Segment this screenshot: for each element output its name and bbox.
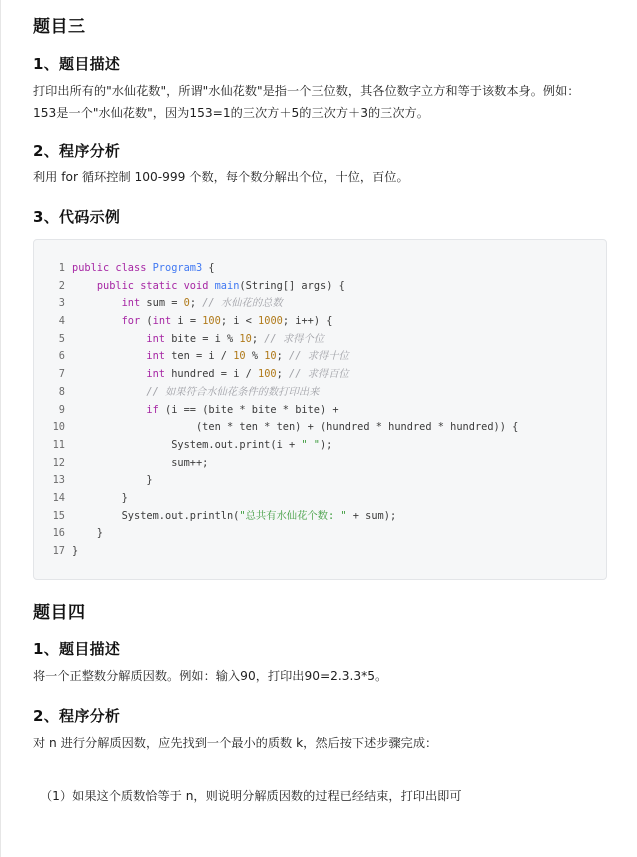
- code-text: sum++;: [72, 456, 209, 469]
- code-keyword: for: [121, 315, 141, 328]
- code-line: [34, 278, 606, 296]
- code-line: [34, 525, 606, 543]
- code-line: [34, 455, 606, 473]
- line-number: 17: [52, 545, 65, 557]
- code-comment: // 如果符合水仙花条件的数打印出来: [146, 385, 320, 398]
- section4-desc-heading: 1、题目描述: [33, 640, 121, 658]
- code-comment: // 求得十位: [289, 350, 349, 363]
- code-text: public class Program3 {: [72, 262, 215, 274]
- code-text: }: [72, 491, 128, 504]
- code-text: }: [72, 527, 103, 540]
- section4-analysis-heading: 2、程序分析: [33, 707, 121, 725]
- code-number: 0: [183, 297, 190, 310]
- line-number: 12: [52, 456, 65, 469]
- line-number: 4: [58, 315, 65, 328]
- line-number: 15: [52, 509, 65, 522]
- code-lines: [34, 260, 606, 561]
- code-line: [34, 490, 606, 508]
- code-text: [72, 384, 606, 402]
- code-line: [34, 366, 606, 384]
- code-line: [34, 543, 606, 561]
- code-number: 100: [258, 368, 277, 381]
- code-line: [34, 508, 606, 526]
- code-text: System.out.println("总共有水仙花个数: " + sum);: [72, 509, 397, 522]
- left-border: [0, 0, 1, 857]
- code-keyword: int: [146, 368, 166, 381]
- section3-desc-heading: 1、题目描述: [33, 55, 121, 73]
- section4-title: 题目四: [33, 603, 86, 623]
- line-number: 1: [58, 262, 65, 274]
- code-text: int hundred = i / 100; // 求得百位: [146, 368, 349, 381]
- line-number: 10: [52, 421, 65, 434]
- code-line: [34, 437, 606, 455]
- line-number: 16: [52, 527, 65, 540]
- line-number: 7: [58, 368, 65, 381]
- code-string: "总共有水仙花个数: ": [239, 509, 347, 522]
- section3-title: 题目三: [33, 17, 86, 37]
- section3-analysis-heading: 2、程序分析: [33, 142, 121, 160]
- section4-desc-text: 将一个正整数分解质因数。例如：输入90，打印出90=2.3.3*5。: [33, 669, 388, 683]
- code-keyword: public class: [72, 262, 153, 274]
- code-text: if (i == (bite * bite * bite) +: [146, 403, 339, 416]
- line-number: 2: [58, 279, 65, 292]
- code-number: 100: [202, 315, 221, 328]
- code-number: 10: [239, 332, 252, 345]
- code-keyword: public static void: [96, 279, 215, 292]
- code-line: [34, 331, 606, 349]
- code-text: System.out.print(i + " ");: [72, 438, 333, 451]
- code-text: (ten * ten * ten) + (hundred * hundred * hundred)) {: [72, 421, 519, 434]
- code-text: int bite = i % 10; // 求得个位: [146, 332, 325, 345]
- section3-analysis-text: 利用 for 循环控制 100-999 个数，每个数分解出个位，十位，百位。: [33, 170, 409, 184]
- code-text: int sum = 0; // 水仙花的总数: [121, 297, 283, 310]
- code-identifier: Program3: [152, 262, 203, 274]
- code-line: [34, 402, 606, 420]
- line-number: 14: [52, 491, 65, 504]
- code-comment: // 求得百位: [289, 368, 349, 381]
- code-line: [34, 419, 606, 437]
- code-keyword: int: [121, 297, 141, 310]
- code-text: }: [72, 545, 79, 557]
- code-text: public static void main(String[] args) {: [96, 279, 345, 292]
- code-text: }: [72, 474, 153, 487]
- section3-desc-text: 打印出所有的"水仙花数"，所谓"水仙花数"是指一个三位数，其各位数字立方和等于该数本身。例如：153是一个"水仙花数"，因为153=1的三次方＋5的三次方＋3的三次方。: [33, 84, 580, 120]
- code-line: [34, 348, 606, 366]
- code-keyword: if: [146, 403, 159, 416]
- code-line: [34, 313, 606, 331]
- code-text: int ten = i / 10 % 10; // 求得十位: [146, 350, 349, 363]
- code-number: 10: [233, 350, 246, 363]
- section3-code-heading: 3、代码示例: [33, 208, 121, 226]
- code-line: [34, 295, 606, 313]
- line-number: 11: [52, 438, 65, 451]
- section4-step-1: （1）如果这个质数恰等于 n，则说明分解质因数的过程已经结束，打印出即可: [40, 789, 462, 803]
- line-number: 5: [58, 332, 65, 345]
- code-line: [34, 472, 606, 490]
- code-keyword: int: [146, 332, 166, 345]
- code-string: " ": [301, 438, 320, 451]
- line-number: 8: [58, 385, 65, 398]
- code-line: [34, 384, 606, 402]
- code-text: for (int i = 100; i < 1000; i++) {: [121, 315, 333, 328]
- code-line: [34, 260, 606, 278]
- code-comment: // 水仙花的总数: [202, 297, 283, 310]
- line-number: 6: [58, 350, 65, 363]
- line-number: 3: [58, 297, 65, 310]
- line-number: 13: [52, 474, 65, 487]
- line-number: 9: [58, 403, 65, 416]
- section4-analysis-text: 对 n 进行分解质因数，应先找到一个最小的质数 k，然后按下述步骤完成：: [33, 736, 438, 750]
- code-keyword: int: [152, 315, 172, 328]
- code-comment: // 求得个位: [264, 332, 325, 345]
- code-keyword: int: [146, 350, 166, 363]
- code-number: 1000: [258, 315, 283, 328]
- code-identifier: main: [214, 279, 240, 292]
- code-number: 10: [264, 350, 277, 363]
- code-block: [33, 239, 607, 580]
